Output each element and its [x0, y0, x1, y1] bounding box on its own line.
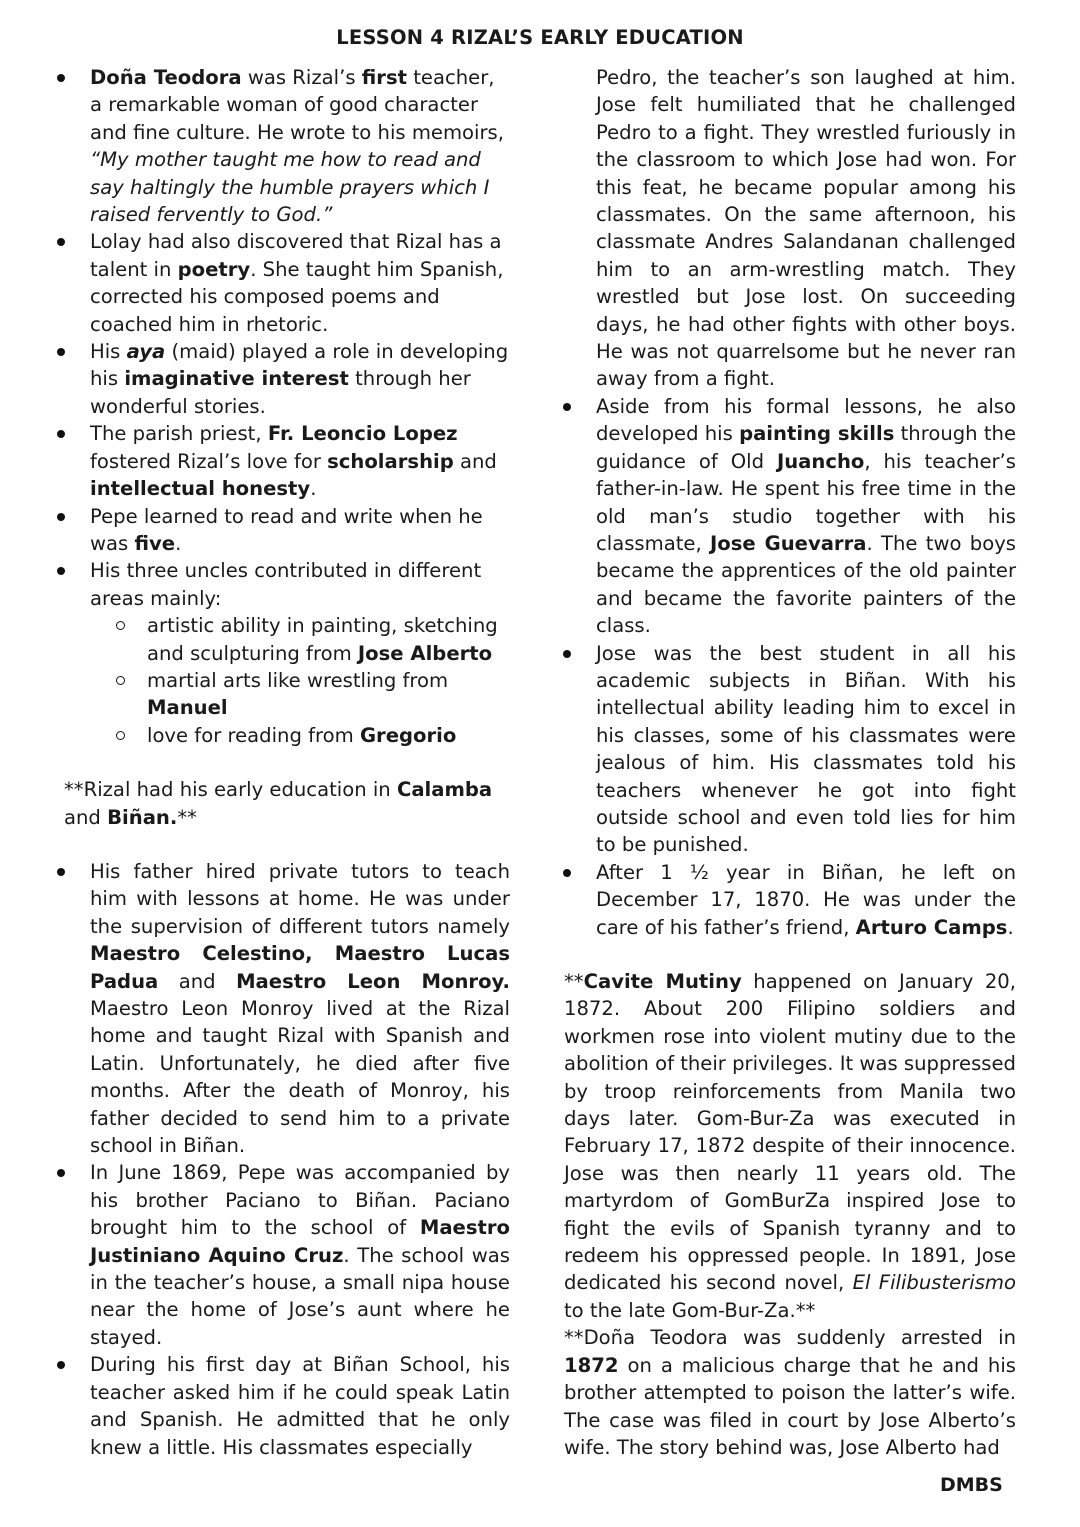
- text-run: , his teacher’s father-in-law. He spent his free time in the old man’s studio together with his classmate,: [596, 449, 1016, 555]
- bullet-item: [558, 393, 1016, 640]
- bullet-item: [52, 420, 510, 502]
- text-run: through her wonderful stories.: [90, 367, 471, 418]
- text-run: Biñan.: [107, 805, 178, 829]
- bullet-item: [52, 64, 510, 228]
- text-run: During his first day at Biñan School, his teacher asked him if he could speak Latin and Spanish. He admitted that he only knew a little. His classmates especially: [90, 1353, 510, 1459]
- text-run: Maestro Celestino, Maestro Lucas Padua: [90, 942, 510, 993]
- text-run: martial arts like wrestling from: [147, 668, 449, 692]
- text-run: love for reading from: [147, 723, 360, 747]
- text-run: imaginative interest: [124, 367, 349, 391]
- sub-bullet-item: [52, 612, 510, 667]
- text-run: “My mother taught me how to read and say haltingly the humble prayers which I raised fervently to God.”: [90, 148, 490, 227]
- text-run: Lolay had also discovered that Rizal has a talent in: [90, 230, 502, 281]
- text-run: Jose Alberto: [357, 641, 493, 665]
- text-run: In June 1869, Pepe was accompanied by his brother Paciano to Biñan. Paciano brought him to the school of: [90, 1161, 510, 1240]
- spacer: [52, 749, 510, 776]
- text-run: **: [564, 970, 584, 993]
- text-run: to the late Gom-Bur-Za.**: [564, 1298, 816, 1322]
- text-run: and: [158, 969, 237, 993]
- left-column: [52, 64, 510, 1461]
- text-run: His three uncles contributed in different areas mainly:: [90, 559, 482, 610]
- note-paragraph: [52, 776, 510, 831]
- footer-initials: DMBS: [940, 1474, 1003, 1496]
- text-run: **: [177, 805, 197, 829]
- bullet-item: [52, 503, 510, 558]
- note-paragraph: [558, 968, 1016, 1324]
- bullet-item: [52, 1159, 510, 1351]
- text-run: . The school was in the teacher’s house, a small nipa house near the home of Jose’s aunt where he stayed.: [90, 1243, 510, 1349]
- text-run: Juancho: [776, 449, 865, 473]
- text-run: His: [90, 340, 127, 364]
- text-run: Gregorio: [359, 723, 457, 747]
- text-run: teacher, a remarkable woman of good character and fine culture. He wrote to his memoirs,: [90, 66, 504, 144]
- text-run: artistic ability in painting, sketching and sculpturing from: [147, 614, 498, 665]
- spacer: [558, 941, 1016, 968]
- text-run: aya: [126, 340, 166, 364]
- bullet-item: [52, 858, 510, 1159]
- sub-bullet-item: [52, 722, 510, 749]
- text-run: (maid) played a role in developing his: [90, 340, 509, 391]
- text-run: intellectual honesty: [90, 477, 311, 501]
- text-run: Jose Guevarra: [710, 531, 867, 555]
- text-run: Cavite Mutiny: [583, 970, 742, 993]
- right-column: [558, 64, 1016, 1461]
- sub-bullet-item: [52, 667, 510, 722]
- text-run: Pedro, the teacher’s son laughed at him. Jose felt humiliated that he challenged Pedro to a fight. They wrestled furiously in the classroom to which Jose had won. For this feat, he became popular among his classmates. On the same afternoon, his classmate Andres Salandanan challenged him to an arm-wrestling match. They wrestled but Jose lost. On succeeding days, he had other fights with other boys. He was not quarrelsome but he never ran away from a fight.: [596, 66, 1016, 391]
- text-run: 1872: [564, 1353, 619, 1377]
- text-run: fostered Rizal’s love for: [90, 449, 328, 473]
- text-run: painting skills: [739, 422, 895, 446]
- text-run: Jose was the best student in all his academic subjects in Biñan. With his intellectual ability leading him to excel in his classes, some of his classmates were jealous of him. His classmates told his teachers whenever he got into fight outside school and even told lies for him to be punished.: [596, 641, 1016, 857]
- text-run: and: [64, 805, 108, 829]
- text-run: happened on January 20, 1872. About 200 Filipino soldiers and workmen rose into violent mutiny due to the abolition of their privileges. It was suppressed by troop reinforcements from Manila two days later. Gom-Bur-Za was executed in February 17, 1872 despite of their innocence. Jose was then nearly 11 years old. The martyrdom of GomBurZa inspired Jose to fight the evils of Spanish tyranny and to redeem his oppressed people. In 1891, Jose dedicated his second novel,: [564, 970, 1016, 1295]
- text-run: **Doña Teodora was suddenly arrested in: [564, 1326, 1016, 1350]
- text-run: Pepe learned to read and write when he was: [90, 504, 483, 555]
- text-run: Maestro Leon Monroy.: [236, 969, 510, 993]
- bullet-item: [52, 228, 510, 338]
- note-paragraph: [558, 1324, 1016, 1461]
- text-run: Arturo Camps: [855, 915, 1008, 939]
- text-run: .: [175, 531, 182, 555]
- text-run: through the guidance of Old: [596, 422, 1016, 473]
- text-run: Manuel: [147, 696, 228, 720]
- spacer: [52, 831, 510, 858]
- text-run: poetry: [177, 257, 251, 281]
- text-run: was Rizal’s: [241, 66, 362, 89]
- text-run: . She taught him Spanish, corrected his composed poems and coached him in rhetoric.: [90, 257, 504, 336]
- bullet-item: [52, 338, 510, 420]
- text-run: . The two boys became the apprentices of the old painter and became the favorite painters of the class.: [596, 531, 1016, 638]
- text-run: The parish priest,: [90, 422, 268, 446]
- text-run: Aside from his formal lessons, he also developed his: [596, 394, 1016, 446]
- text-run: El Filibusterismo: [852, 1271, 1016, 1295]
- continued-paragraph: [558, 64, 1016, 393]
- text-run: **Rizal had his early education in: [64, 778, 397, 802]
- text-run: Doña Teodora: [90, 66, 242, 89]
- text-run: After 1 ½ year in Biñan, he left on December 17, 1870. He was under the care of his father’s friend,: [596, 860, 1016, 939]
- bullet-item: [558, 859, 1016, 941]
- text-run: scholarship: [327, 449, 454, 473]
- bullet-item: [558, 640, 1016, 859]
- text-run: Maestro Justiniano Aquino Cruz: [90, 1216, 510, 1267]
- text-run: .: [1007, 915, 1014, 939]
- bullet-item: [52, 557, 510, 612]
- text-run: Calamba: [396, 778, 493, 802]
- text-run: Maestro Leon Monroy lived at the Rizal home and taught Rizal with Spanish and Latin. Unfortunately, he died after five months. After the death of Monroy, his father decided to send him to a private school in Biñan.: [90, 997, 510, 1158]
- text-run: first: [361, 66, 407, 89]
- text-run: five: [134, 531, 176, 555]
- text-run: .: [310, 477, 317, 501]
- bullet-item: [52, 1351, 510, 1461]
- text-run: Fr. Leoncio Lopez: [267, 422, 458, 446]
- page-title: LESSON 4 RIZAL’S EARLY EDUCATION: [336, 26, 744, 49]
- text-run: on a malicious charge that he and his brother attempted to poison the latter’s wife. The case was filed in court by Jose Alberto’s wife. The story behind was, Jose Alberto had: [564, 1353, 1016, 1459]
- text-run: His father hired private tutors to teach him with lessons at home. He was under the supervision of different tutors namely: [90, 859, 510, 938]
- text-run: and: [453, 449, 497, 473]
